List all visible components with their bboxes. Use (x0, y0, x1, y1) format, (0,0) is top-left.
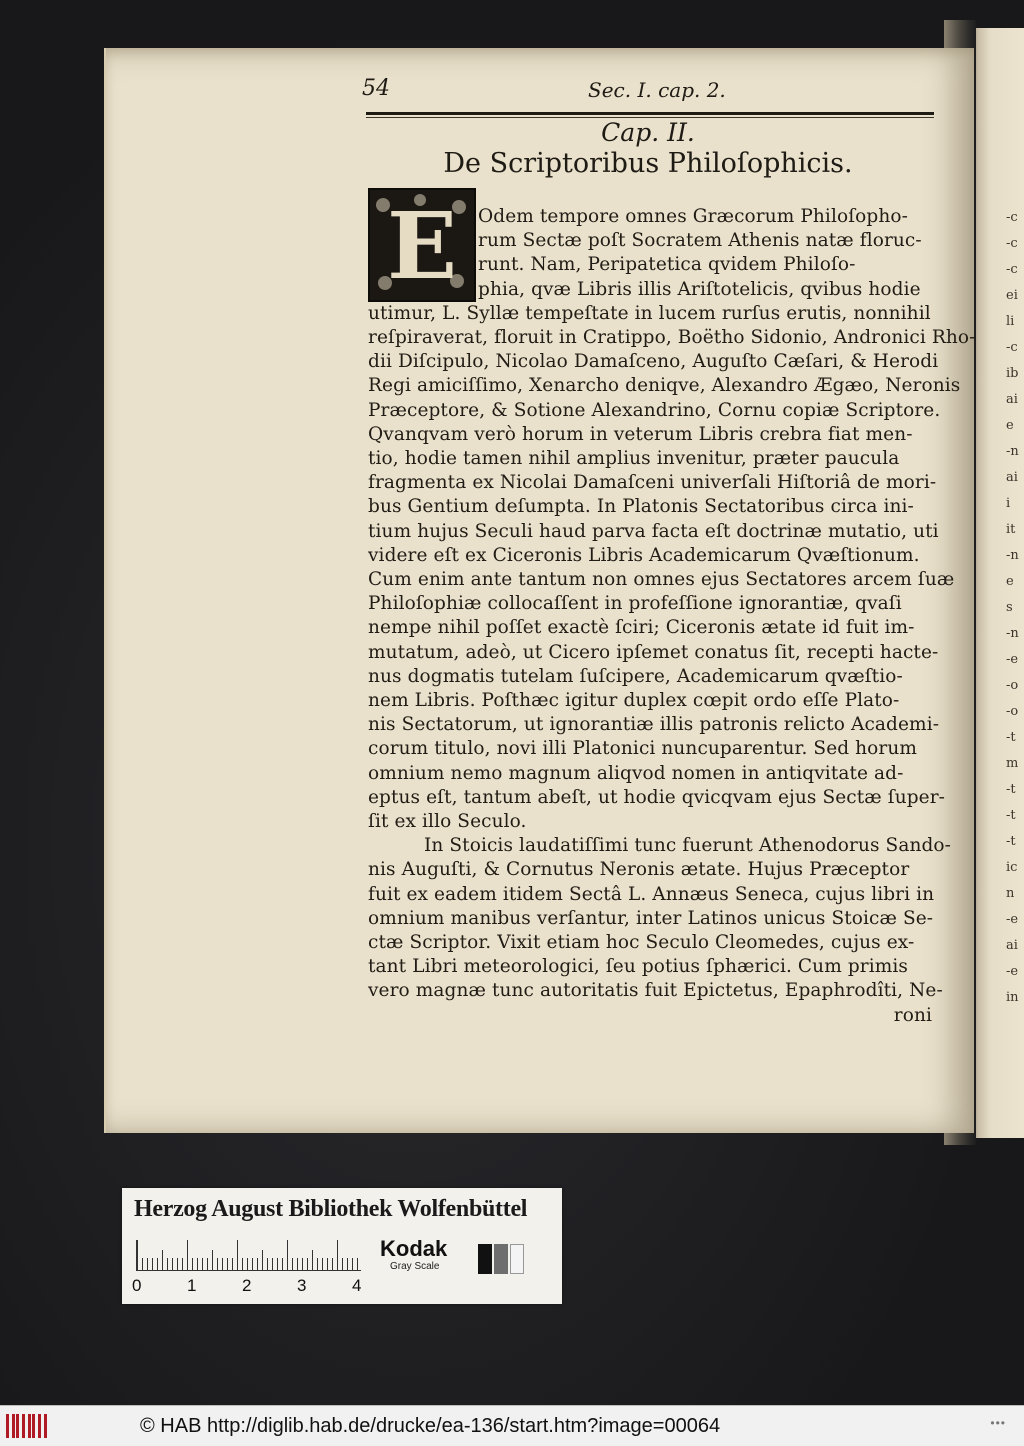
decorated-initial (368, 188, 476, 302)
ruler-tick (257, 1258, 258, 1270)
swatch-white (510, 1244, 524, 1274)
footer-bar (0, 1405, 1024, 1446)
ruler-tick (162, 1250, 163, 1270)
text-line: nus dogmatis tutelam ſuſcipere, Academicarum qvæſtio- (368, 665, 903, 687)
ruler-tick (277, 1258, 278, 1270)
facing-page-fragment: -t (1006, 730, 1016, 745)
facing-page-fragment: ei (1006, 288, 1018, 303)
logo-bar (38, 1414, 41, 1438)
facing-page-fragment: e (1006, 574, 1014, 589)
ruler-tick (292, 1258, 293, 1270)
text-line: fragmenta ex Nicolai Damaſceni univerſali Hiſtoriâ de mori- (368, 472, 937, 494)
ruler-tick (142, 1258, 143, 1270)
ruler-tick (332, 1258, 333, 1270)
text-line: Regi amiciſſimo, Xenarcho deniqve, Alexandro Ægæo, Neronis (368, 375, 961, 397)
text-line: nempe nihil poſſet exactè ſciri; Ciceronis ætate id fuit im- (368, 617, 915, 639)
ruler-tick (217, 1258, 218, 1270)
gray-scale-label: Gray Scale (390, 1261, 440, 1272)
ruler-tick (337, 1240, 338, 1270)
logo-bar (6, 1414, 9, 1438)
hab-logo-icon (6, 1414, 48, 1438)
ruler-tick (172, 1258, 173, 1270)
text-line: nem Libris. Poſthæc igitur duplex cœpit ordo eſſe Plato- (368, 690, 900, 711)
facing-page-fragment: s (1006, 600, 1013, 615)
text-line: vero magnæ tunc autoritatis fuit Epictetus, Epaphrodîti, Ne- (368, 980, 943, 1002)
ruler-tick (197, 1258, 198, 1270)
ruler-tick (357, 1258, 358, 1270)
ruler-tick (247, 1258, 248, 1270)
ruler-scale (136, 1240, 361, 1271)
page-number: 54 (362, 76, 390, 101)
text-line: Præceptore, & Sotione Alexandrino, Cornu copiæ Scriptore. (368, 399, 941, 421)
text-line: roni (893, 1004, 932, 1026)
text-line: eptus eſt, tantum abeſt, ut hodie qvicqvam ejus Sectæ ſuper- (368, 786, 946, 808)
facing-page-fragment: -e (1006, 964, 1019, 979)
facing-page-fragment: -e (1006, 912, 1019, 927)
logo-bar (28, 1414, 31, 1438)
facing-page-fragment: -t (1006, 834, 1016, 849)
ruler-tick (272, 1258, 273, 1270)
text-line: Philoſophiæ collocaſſent in profeſſione ignorantiæ, qvaſi (368, 593, 902, 615)
text-line: Odem tempore omnes Græcorum Philoſopho- (478, 206, 908, 227)
text-line: ſit ex illo Seculo. (368, 811, 527, 832)
ruler-tick (252, 1258, 253, 1270)
facing-page-fragment: -t (1006, 808, 1016, 823)
initial-letter: E (386, 192, 458, 300)
more-icon[interactable]: ••• (990, 1416, 1006, 1430)
swatch-black (478, 1244, 492, 1274)
chapter-number: Cap. II. (601, 118, 695, 147)
ruler-tick (267, 1258, 268, 1270)
text-line: tio, hodie tamen nihil amplius invenitur, præter paucula (368, 448, 900, 469)
ruler-tick (282, 1258, 283, 1270)
facing-page-fragment: -n (1006, 548, 1019, 563)
ruler-tick (317, 1258, 318, 1270)
facing-page-fragment: n (1006, 886, 1015, 901)
ruler-tick (147, 1258, 148, 1270)
chapter-title: De Scriptoribus Philoſophicis. (443, 148, 853, 179)
logo-bar (32, 1414, 35, 1438)
ruler-tick (352, 1258, 353, 1270)
scale-number: 0 (132, 1276, 142, 1295)
ruler-tick (152, 1258, 153, 1270)
facing-page-fragment: i (1006, 496, 1011, 511)
text-line: Qvanqvam verò horum in veterum Libris crebra fiat men- (368, 423, 913, 445)
ruler-tick (307, 1258, 308, 1270)
scale-number: 2 (242, 1276, 252, 1295)
ruler-tick (322, 1258, 323, 1270)
logo-bar (12, 1414, 15, 1438)
ruler-tick (167, 1258, 168, 1270)
facing-page-fragment: it (1006, 522, 1016, 537)
ruler-tick (157, 1258, 158, 1270)
text-line: nis Sectatorum, ut ignorantiæ illis patronis relicto Academi- (368, 714, 940, 736)
facing-page-fragment: li (1006, 314, 1015, 329)
text-line: mutatum, adeò, ut Cicero ipſemet conatus ſit, recepti hacte- (368, 641, 939, 663)
text-line: dii Diſcipulo, Nicolao Damaſceno, Auguſto Cæſari, & Herodi (368, 351, 939, 373)
logo-bar (22, 1414, 25, 1438)
text-line: phia, qvæ Libris illis Ariſtotelicis, qvibus hodie (478, 278, 921, 300)
ruler-tick (182, 1258, 183, 1270)
ruler-tick (312, 1250, 313, 1270)
text-line: videre eſt ex Ciceronis Libris Academicarum Qvæſtionum. (368, 544, 920, 566)
ruler-tick (207, 1258, 208, 1270)
text-line: tium hujus Seculi haud parva facta eſt doctrinæ mutatio, uti (368, 520, 939, 542)
facing-page-fragment: -c (1006, 262, 1018, 277)
facing-page-fragment: ic (1006, 860, 1018, 875)
running-title: Sec. I. cap. 2. (588, 78, 726, 102)
ruler-tick (212, 1250, 213, 1270)
text-line: tant Libri meteorologici, ſeu potius ſphærici. Cum primis (368, 956, 908, 978)
facing-page-fragment: -c (1006, 210, 1018, 225)
ruler-tick (347, 1258, 348, 1270)
facing-page-fragment: m (1006, 756, 1019, 771)
color-calibration-card (122, 1188, 562, 1304)
facing-page-fragment: -n (1006, 444, 1019, 459)
facing-page-fragment: ai (1006, 392, 1018, 407)
kodak-brand: Kodak (380, 1236, 448, 1261)
facing-page-fragment: -c (1006, 236, 1018, 251)
ruler-tick (302, 1258, 303, 1270)
ruler-tick (137, 1240, 138, 1270)
logo-bar (16, 1414, 19, 1438)
ruler-tick (237, 1240, 238, 1270)
text-line: reſpiraverat, floruit in Cratippo, Boëtho Sidonio, Andronici Rho- (368, 327, 976, 348)
head-rule (366, 112, 934, 115)
ruler-tick (297, 1258, 298, 1270)
running-head (362, 76, 934, 106)
facing-page-fragment: -o (1006, 704, 1019, 719)
ruler-tick (177, 1258, 178, 1270)
facing-page-fragment: -t (1006, 782, 1016, 797)
facing-page-fragment: ai (1006, 938, 1018, 953)
facing-page-fragment: ai (1006, 470, 1018, 485)
facing-page-fragment: -n (1006, 626, 1019, 641)
scale-number: 1 (187, 1276, 197, 1295)
ruler-tick (262, 1250, 263, 1270)
text-line: rum Sectæ poſt Socratem Athenis natæ floruc- (478, 230, 922, 252)
facing-page-fragment: e (1006, 418, 1014, 433)
ruler-tick (192, 1258, 193, 1270)
library-name: Herzog August Bibliothek Wolfenbüttel (134, 1196, 528, 1222)
text-line: runt. Nam, Peripatetica qvidem Philoſo- (478, 254, 856, 276)
ruler-tick (187, 1240, 188, 1270)
ruler-tick (287, 1240, 288, 1270)
text-line: In Stoicis laudatiſſimi tunc fuerunt Athenodorus Sando- (424, 835, 952, 857)
ruler-tick (202, 1258, 203, 1270)
text-line: ctæ Scriptor. Vixit etiam hoc Seculo Cleomedes, cujus ex- (368, 932, 915, 953)
facing-page-fragment: -o (1006, 678, 1019, 693)
facing-page-fragment: ib (1006, 366, 1019, 381)
facing-page-fragment: -e (1006, 652, 1019, 667)
ruler-tick (232, 1258, 233, 1270)
text-line: corum titulo, novi illi Platonici nuncuparentur. Sed horum (368, 738, 918, 760)
facing-page-fragment: in (1006, 990, 1019, 1005)
facing-page-strip (968, 28, 1024, 1138)
text-line: Cum enim ante tantum non omnes ejus Sectatores arcem ſuæ (368, 569, 955, 590)
ruler-tick (222, 1258, 223, 1270)
text-line: nis Auguſti, & Cornutus Neronis ætate. Hujus Præceptor (368, 859, 910, 881)
text-line: bus Gentium deſumpta. In Platonis Sectatoribus circa ini- (368, 496, 914, 518)
ruler-tick (342, 1258, 343, 1270)
ruler-tick (327, 1258, 328, 1270)
copyright-url[interactable]: © HAB http://diglib.hab.de/drucke/ea-136/start.htm?image=00064 (140, 1415, 721, 1437)
text-line: omnium manibus verſantur, inter Latinos unicus Stoicæ Se- (368, 907, 934, 929)
swatch-gray (494, 1244, 508, 1274)
scale-number: 4 (352, 1276, 362, 1295)
text-line: utimur, L. Syllæ tempeſtate in lucem rurſus erutis, nonnihil (368, 302, 931, 324)
text-line: fuit ex eadem itidem Sectâ L. Annæus Seneca, cujus libri in (368, 883, 935, 905)
ruler-tick (242, 1258, 243, 1270)
ruler-tick (227, 1258, 228, 1270)
logo-bar (44, 1414, 47, 1438)
text-line: omnium nemo magnum aliqvod nomen in antiqvitate ad- (368, 762, 904, 784)
scale-number: 3 (297, 1276, 307, 1295)
facing-page-fragment: -c (1006, 340, 1018, 355)
